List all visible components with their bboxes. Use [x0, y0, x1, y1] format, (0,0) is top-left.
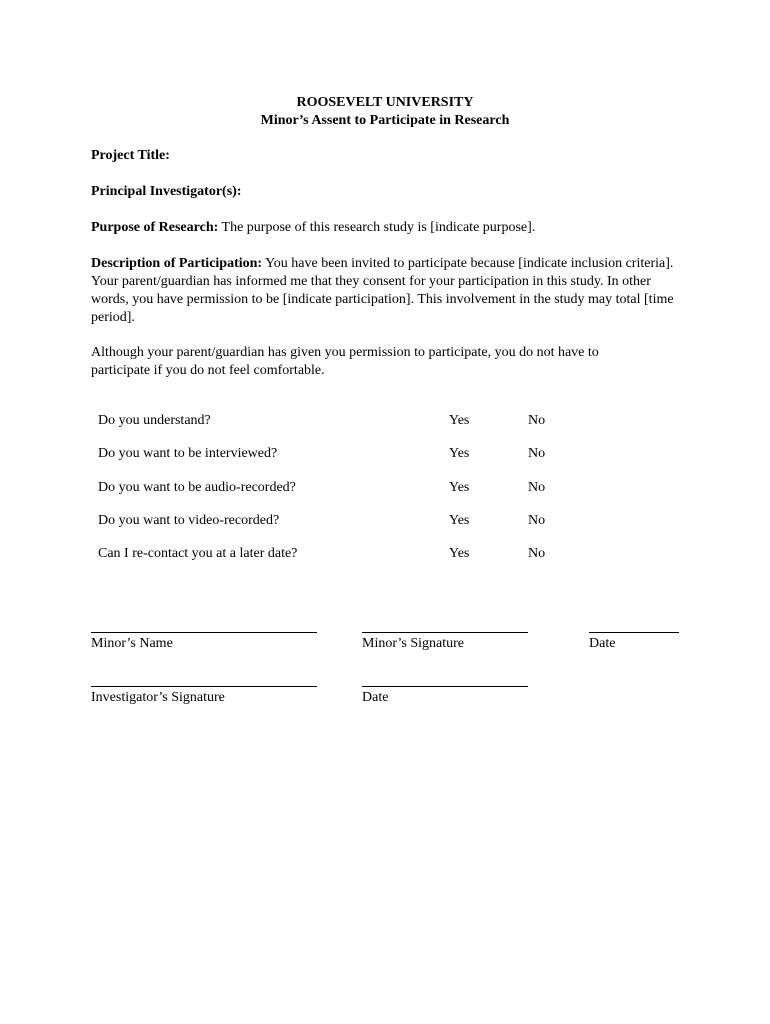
no-option[interactable]: No — [528, 480, 546, 495]
date-line[interactable] — [589, 632, 679, 633]
yes-option[interactable]: Yes — [449, 480, 470, 495]
question-text: Do you want to video-recorded? — [98, 513, 280, 528]
yes-option[interactable]: Yes — [449, 446, 470, 461]
minor-name-label: Minor’s Name — [91, 636, 173, 651]
question-text: Do you want to be audio-recorded? — [98, 480, 296, 495]
minor-name-line[interactable] — [91, 632, 317, 633]
question-text: Can I re-contact you at a later date? — [98, 546, 298, 561]
question-row — [98, 479, 578, 497]
no-option[interactable]: No — [528, 413, 546, 428]
permission-paragraph: Although your parent/guardian has given you permission to participate, you do not have to participate if you do not feel comfortable. — [91, 345, 599, 378]
question-text: Do you want to be interviewed? — [98, 446, 278, 461]
question-row — [98, 545, 578, 563]
investigator-signature-line[interactable] — [91, 686, 317, 687]
description-label: Description of Participation: — [91, 256, 263, 271]
document-title: Minor’s Assent to Participate in Research — [260, 113, 510, 128]
purpose-label: Purpose of Research: — [91, 220, 219, 235]
project-title-label: Project Title: — [91, 148, 170, 163]
investigator-signature-label: Investigator’s Signature — [91, 690, 225, 705]
date-label: Date — [589, 636, 616, 651]
no-option[interactable]: No — [528, 446, 546, 461]
investigator-date-line[interactable] — [362, 686, 528, 687]
description-paragraph — [91, 255, 683, 327]
description-text: You have been invited to participate because [indicate inclusion criteria]. Your parent/guardian has informed me that they consent for your participation in this study. In other words, you have permission to be [indicate participation]. This involvement in the study may total [time period]. — [91, 256, 674, 325]
principal-investigator-label: Principal Investigator(s): — [91, 184, 242, 199]
minor-signature-line[interactable] — [362, 632, 528, 633]
no-option[interactable]: No — [528, 513, 546, 528]
purpose-paragraph — [91, 219, 691, 237]
question-row — [98, 412, 578, 430]
minor-signature-label: Minor’s Signature — [362, 636, 465, 651]
investigator-date-label: Date — [362, 690, 389, 705]
no-option[interactable]: No — [528, 546, 546, 561]
question-row — [98, 445, 578, 463]
purpose-text: The purpose of this research study is [indicate purpose]. — [218, 220, 536, 235]
document-header — [0, 94, 770, 130]
institution-name: ROOSEVELT UNIVERSITY — [296, 95, 474, 110]
question-row — [98, 512, 578, 530]
question-text: Do you understand? — [98, 413, 211, 428]
yes-option[interactable]: Yes — [449, 413, 470, 428]
yes-option[interactable]: Yes — [449, 546, 470, 561]
yes-option[interactable]: Yes — [449, 513, 470, 528]
